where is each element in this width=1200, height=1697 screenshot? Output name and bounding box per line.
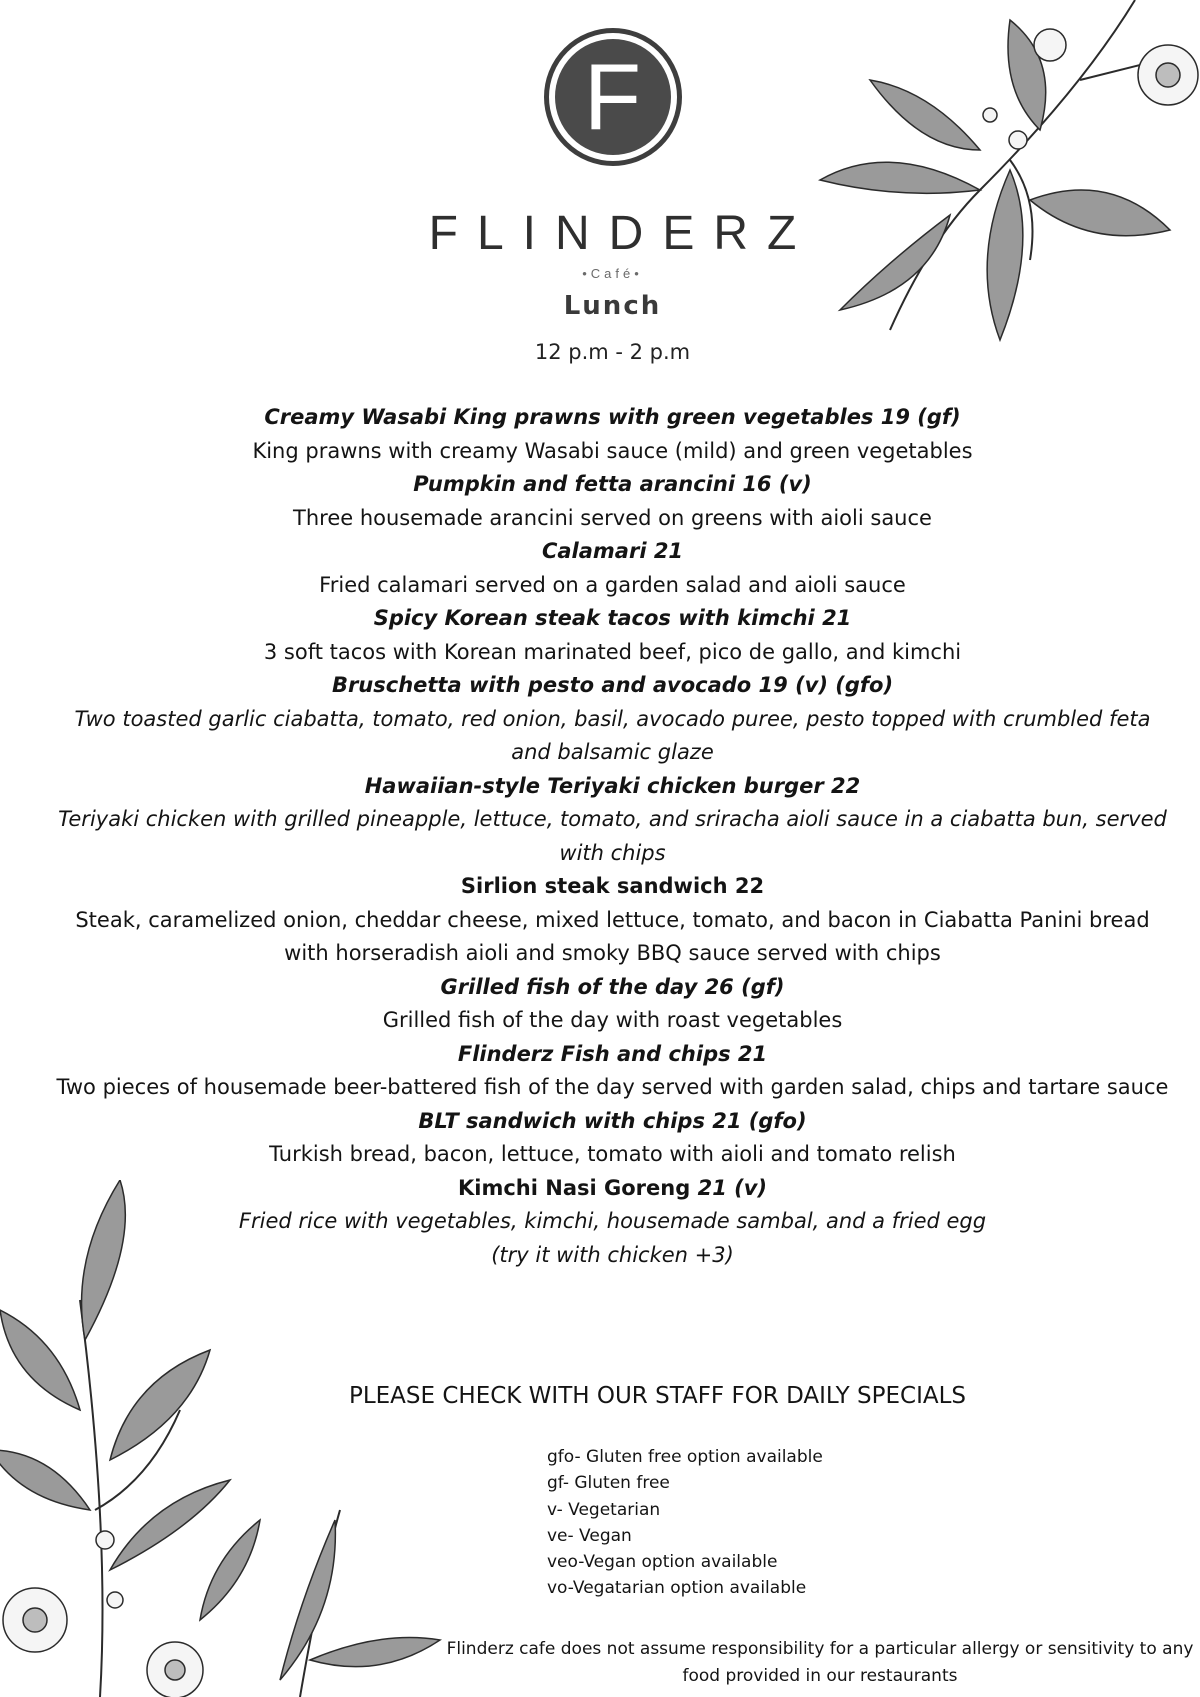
menu-item-title: Pumpkin and fetta arancini 16 (v) (413, 472, 812, 496)
menu-item (55, 468, 1170, 535)
menu-item-title: Grilled fish of the day 26 (gf) (440, 974, 785, 999)
meal-hours: 12 p.m - 2 p.m (534, 340, 691, 364)
legend-item: v- Vegetarian (547, 1499, 661, 1520)
legend-item: gfo- Gluten free option available (547, 1447, 823, 1467)
menu-item-title: Flinderz Fish and chips 21 (457, 1041, 768, 1066)
brand-logo (0, 28, 1200, 281)
menu-item-note: (try it with chicken +3) (491, 1242, 734, 1267)
menu-item-title: BLT sandwich with chips 21 (gfo) (418, 1108, 807, 1133)
menu-item-description: Three housemade arancini served on greens with aioli sauce (293, 505, 932, 530)
menu-item-title-name: Kimchi Nasi Goreng (458, 1175, 691, 1200)
menu-item (55, 1038, 1170, 1105)
logo-letter: F (555, 39, 671, 155)
logo-badge (544, 28, 682, 166)
menu-item-description: Turkish bread, bacon, lettuce, tomato with aioli and tomato relish (269, 1142, 956, 1166)
menu-item (55, 770, 1170, 871)
menu-item-title-price: 21 (v) (697, 1175, 767, 1200)
menu-item-title: Spicy Korean steak tacos with kimchi 21 (373, 606, 852, 630)
menu-item (55, 602, 1170, 669)
brand-subtitle: •Café• (582, 266, 643, 281)
menu-item-title: Sirlion steak sandwich 22 (460, 874, 765, 898)
menu-item-description: Grilled fish of the day with roast vegetables (382, 1008, 843, 1032)
meal-title: Lunch (563, 291, 662, 321)
menu-item (55, 401, 1170, 468)
menu-item (55, 669, 1170, 770)
menu-item-title: Calamari 21 (541, 539, 684, 563)
legend-item: gf- Gluten free (547, 1473, 670, 1494)
menu-item-title (55, 1172, 1170, 1206)
menu-item-description: Fried calamari served on a garden salad and aioli sauce (319, 572, 906, 597)
legend-item: vo-Vegatarian option available (547, 1578, 807, 1599)
brand-name: FLINDERZ (428, 207, 816, 260)
legend-item: ve- Vegan (547, 1525, 632, 1546)
menu-item (55, 971, 1170, 1038)
menu-item (55, 535, 1170, 602)
menu-item-title: Hawaiian-style Teriyaki chicken burger 22 (364, 773, 861, 798)
menu-item-description: 3 soft tacos with Korean marinated beef, pico de gallo, and kimchi (263, 639, 962, 664)
menu-item-description: Fried rice with vegetables, kimchi, housemade sambal, and a fried egg (238, 1209, 987, 1233)
menu-item-description: Teriyaki chicken with grilled pineapple, lettuce, tomato, and sriracha aioli sauce in a ciabatta bun, served with chips (58, 807, 1167, 865)
menu-item (55, 870, 1170, 971)
menu-item (55, 1172, 1170, 1273)
menu-item-description: Two pieces of housemade beer-battered fish of the day served with garden salad, chips and tartare sauce (56, 1075, 1169, 1099)
menu-item-title: Creamy Wasabi King prawns with green vegetables 19 (gf) (264, 405, 961, 429)
specials-notice: PLEASE CHECK WITH OUR STAFF FOR DAILY SPECIALS (348, 1383, 967, 1409)
dietary-legend (547, 1444, 823, 1602)
menu-list (55, 401, 1170, 1272)
menu-item-description: Steak, caramelized onion, cheddar cheese, mixed lettuce, tomato, and bacon in Ciabatta Panini bread with horseradish aioli and smoky BBQ sauce served with chips (75, 907, 1150, 965)
menu-item-description: Two toasted garlic ciabatta, tomato, red onion, basil, avocado puree, pesto topped with crumbled feta and balsamic glaze (74, 706, 1151, 764)
menu-item-description: King prawns with creamy Wasabi sauce (mild) and green vegetables (252, 438, 973, 463)
allergy-disclaimer: Flinderz cafe does not assume responsibility for a particular allergy or sensitivity to any food provided in our restaurants (446, 1639, 1194, 1686)
menu-item-title: Bruschetta with pesto and avocado 19 (v) (gfo) (331, 673, 894, 697)
legend-item: veo-Vegan option available (547, 1552, 778, 1573)
menu-item (55, 1105, 1170, 1172)
